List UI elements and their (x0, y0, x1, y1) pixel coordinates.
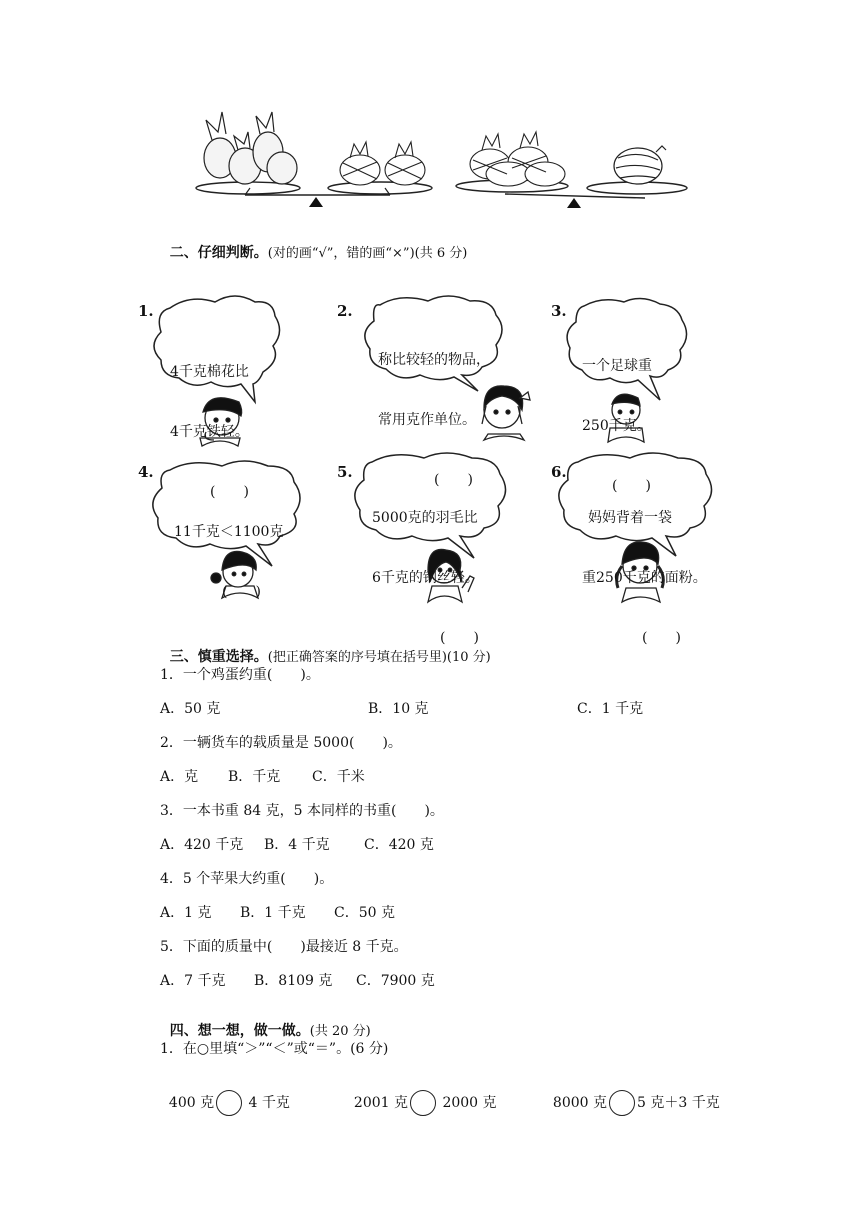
section4-title: 四、想一想，做一做。 (169, 1023, 310, 1039)
judge-5-blank[interactable]: ( ) (440, 630, 479, 646)
judge-1-line-1: 4千克棉花比 (170, 364, 249, 380)
choice-q3-option-b[interactable]: B．4 千克 (264, 837, 330, 853)
compare-1-left: 400 克 (168, 1095, 215, 1111)
choice-q1-option-a[interactable]: A．50 克 (160, 701, 221, 717)
choice-q4-option-a[interactable]: A．1 克 (160, 905, 212, 921)
choice-q3: 3．一本书重 84 克，5 本同样的书重( )。 (160, 803, 444, 819)
judge-6-blank[interactable]: ( ) (642, 630, 681, 646)
choice-q2-option-b[interactable]: B．千克 (228, 769, 281, 785)
judge-3-blank[interactable]: ( ) (612, 478, 651, 494)
section3-note: (把正确答案的序号填在括号里)(10 分) (267, 650, 491, 665)
compare-3-left: 8000 克 (552, 1095, 607, 1111)
choice-q5-option-a[interactable]: A．7 千克 (160, 973, 226, 989)
choice-q2: 2．一辆货车的载质量是 5000( )。 (160, 735, 402, 751)
judge-3-number: 3. (551, 302, 567, 320)
judge-1-blank[interactable]: ( ) (210, 484, 249, 500)
judge-6-line-1: 妈妈背着一袋 (588, 510, 672, 526)
compare-3-right: 5 克＋3 千克 (637, 1095, 720, 1111)
judge-5-line-1: 5000克的羽毛比 (372, 510, 478, 526)
section3-heading (160, 630, 491, 666)
compare-3-circle-blank[interactable] (609, 1090, 635, 1116)
judge-4-text (174, 482, 283, 622)
judge-5-line-2: 6千克的钢丝轻。 (372, 570, 479, 586)
judge-4-number: 4. (138, 463, 154, 481)
choice-q4-option-b[interactable]: B．1 千克 (240, 905, 306, 921)
choice-q2-option-c[interactable]: C．千米 (312, 769, 365, 785)
section2-title: 二、仔细判断。 (169, 245, 268, 261)
section4-heading (160, 1004, 371, 1040)
judge-1-number: 1. (138, 302, 154, 320)
judge-6-line-2: 重250千克的面粉。 (582, 570, 707, 586)
judge-5-number: 5. (337, 463, 353, 481)
choice-q5: 5．下面的质量中( )最接近 8 千克。 (160, 939, 408, 955)
choice-q1-option-c[interactable]: C．1 千克 (577, 701, 644, 717)
section3-title: 三、慎重选择。 (169, 649, 268, 665)
compare-2-right: 2000 克 (442, 1095, 497, 1111)
choice-q3-option-c[interactable]: C．420 克 (364, 837, 434, 853)
compare-1-circle-blank[interactable] (216, 1090, 242, 1116)
compare-item-1 (160, 1074, 290, 1116)
judge-4-line-1: 11千克＜1100克 (174, 524, 284, 540)
compare-item-3 (544, 1074, 720, 1116)
judge-2-number: 2. (337, 302, 353, 320)
compare-2-left: 2001 克 (353, 1095, 408, 1111)
judge-2-blank[interactable]: ( ) (434, 472, 473, 488)
judge-3-line-1: 一个足球重 (582, 358, 652, 374)
compare-2-circle-blank[interactable] (410, 1090, 436, 1116)
choice-q4-option-c[interactable]: C．50 克 (334, 905, 395, 921)
choice-q5-option-b[interactable]: B．8109 克 (254, 973, 333, 989)
judge-1-line-2: 4千克铁轻。 (170, 424, 249, 440)
judge-2-line-1: 称比较轻的物品， (378, 352, 490, 368)
choice-q1-option-b[interactable]: B．10 克 (368, 701, 429, 717)
judge-2-line-2: 常用克作单位。 (378, 412, 476, 428)
choice-q3-option-a[interactable]: A．420 千克 (160, 837, 244, 853)
judge-3-line-2: 250千克。 (582, 418, 651, 434)
choice-q2-option-a[interactable]: A．克 (160, 769, 199, 785)
choice-q5-option-c[interactable]: C．7900 克 (356, 973, 435, 989)
judge-6-text (582, 468, 707, 668)
choice-q4: 4．5 个苹果大约重( )。 (160, 871, 334, 887)
compare-instruction: 1．在○里填“＞”“＜”或“＝”。(6 分) (160, 1041, 389, 1057)
section4-note: (共 20 分) (309, 1024, 371, 1039)
compare-item-2 (345, 1074, 497, 1116)
choice-q1: 1．一个鸡蛋约重( )。 (160, 667, 320, 683)
judge-4-blank[interactable]: ( ) (222, 584, 261, 600)
judge-6-number: 6. (551, 463, 567, 481)
section2-note: (对的画“√”，错的画“×”)(共 6 分) (267, 246, 468, 261)
compare-1-right: 4 千克 (248, 1095, 290, 1111)
